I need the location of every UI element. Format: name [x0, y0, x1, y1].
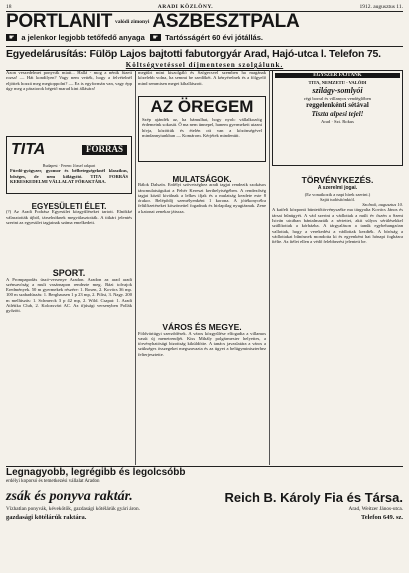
bottom-ads [6, 466, 403, 523]
hand-pointer-icon: ☛ [150, 34, 161, 41]
ad-line-2: szilágy-somlyói [312, 85, 363, 95]
column-3 [272, 70, 403, 465]
sport-title: SPORT. [52, 268, 86, 279]
ad-line-3: régi borral és villanyos vendéglőben [304, 95, 371, 101]
varos-text: Földváriügyi szerződések. A város közgyűlése elfogadta a villamos vasút új menetrendjét. Kiss Mihály polgármester helyettes, a törvényhatósági bizottság kiküldötte. A tanács javaslatára a város a szükséges összegeket megszavazta és az ügyet a belügyminiszterhez felterjesztette. [138, 330, 266, 357]
reich-phone: Telefon 649. sz. [360, 514, 403, 521]
egyesuleti-text: (?) Az Aradi Fodrász Egyesület közgyűléseket tartott. Elnökké választották újból, társelnöknek megválasztották. A titkári jelentés szerint az egyesület tagjainak száma emelkedett. [6, 209, 132, 225]
tita-forras-ad [6, 136, 132, 194]
ad-line-1: TITA, NEMZETI! - VALÓDI [308, 80, 367, 86]
coffin-ad-sub: erdélyi koporsó és temetkezési vállalat Aradon [6, 479, 100, 484]
tita-ad-text: Fürdő-gyógyzer, gyomor és bélbetegségeknél klaszikus, bőséges, de nem kőlágyító. TITA FORRÁS KERESKEDELMI VÁLLALAT FŐRAKTÁRA. [10, 168, 128, 184]
egyesuleti-title: EGYESÜLETI ÉLET. [31, 202, 107, 211]
reich-ad-footer [6, 513, 403, 523]
reich-company-name: Reich B. Károly Fia és Társa. [224, 490, 403, 505]
page-number: 18 [6, 4, 12, 10]
ad-line-5: Tiszta alpesi tejel! [311, 109, 364, 118]
torvenykezes-sub: A szerelmi jogai. [317, 185, 358, 192]
torvenykezes-text: A kaifeli központi büntetőtörvényszéke ma tárgyalta Kovács János és társai bűnügyét. A vád szerint a vádlottak a múlt év őszén a Szent István utcában bántalmazták a sértettet, akit súlyos sérülésekkel szállítottak a kórházba. A tárgyaláson a tanúk egybehangzóan vallottak, hogy a verekedést a vádlottak kezdték. A bíróság a vádlottakat bűnösnek mondotta ki és egyenként hat hónapi fogházra ítélte. Az ítélet ellen a védő felebbezést jelentett be. [272, 207, 403, 245]
reich-ad-details [6, 505, 403, 513]
szilagysomlyo-ad [272, 70, 403, 166]
column-1 [6, 70, 132, 465]
reich-goods: Vízhatlan ponyvák, kévekötők, gazdasági kötélárúk gyári áron. [6, 506, 140, 512]
aszbesztpala-heading: ASZBESZTPALA [152, 10, 300, 32]
portlanit-banner [6, 12, 403, 47]
ad-line-4: reggelenkénti sétával [306, 100, 369, 109]
portlanit-sub: valódi zimonyi [115, 18, 150, 25]
az-oregem-title: AZ ÖREGEM [150, 97, 254, 116]
issue-date: 1912. augusztus 11. [359, 4, 403, 10]
reich-address: Arad, Weitzer János-utca. [348, 506, 403, 512]
coffin-ad-headline: Legnagyobb, legrégibb és legolcsóbb [6, 467, 186, 478]
mulatsagok-title: MULATSÁGOK. [172, 175, 232, 184]
torvenykezes-sub3: Saját tudósítónktól. [319, 196, 355, 202]
sport-text: A Prompapodás úszó-versenye Aradon. Aradon az arad aradi szénsavóság a mult vasárnapon rendezte meg. Bázi tolvajok Eredmények. 50 m gyermekek részére: 1. Rosen, 2. Kovács 36 mp. 100 m szabadúszás: 1. Berghausen 1 p 23 mp, 2. Pilisi, 3. Nagy. 200 m mellúszás: 1. Schmerck 3 p 42 mp, 2. Wild. Csapat: 1. Aradi Atlétika Club, 2. Kolozsvári AC. Az ifjúsági versenyben Pollák győzött. [6, 276, 132, 314]
portlanit-warranty: Tartósságért 60 évi jótállás. [165, 32, 263, 42]
varos-title: VÁROS ÉS MEGYE. [162, 322, 242, 333]
torvenykezes-sub2: (Ez vonatkozik a napi hírek szerint.) [304, 191, 371, 197]
column-divider [135, 70, 136, 465]
column-2 [138, 70, 266, 465]
ad-top: EGYSZER FAJTÁNK [275, 73, 400, 78]
hand-pointer-icon: ☛ [6, 34, 17, 41]
newspaper-title: ARADI KÖZLÖNY. [157, 4, 214, 10]
article-columns [6, 70, 403, 465]
column-divider [269, 70, 270, 465]
forras-ad-logo: FORRÁS [82, 145, 127, 154]
col1-intro: Azon veszedelmet ponyvák miatt... Hallá - mog a nénik füzeti rozsa! — Hát kondilyen? Vagy nem vették, hogy a felvételnél eljöttek hozzá meg megtoppolni? — Ez is egyformán van, vagy épp úgy meg a pásztorok bégető marad kint állására! [6, 70, 132, 91]
torvenykezes-title: TÖRVÉNYKEZÉS. [301, 175, 374, 185]
ad-line-6: Arad · Szt. Rokus [321, 118, 354, 124]
az-oregem-text: Szép ajándék az, ha bámulhat, hogy nyolc vállalkozóig érdemeink sokasát. Ő ma nem ünnepel, hanem gyermekeit utazni hívja, közöttük és ételén ott van a közönségével mindannyiunkban — Komárom. Kérjétek mindenütt. [142, 117, 262, 138]
quote-banner: Költségvetéssel díjmentesen szolgálunk. [6, 61, 403, 71]
sales-banner: Egyedelárusítás: Fülöp Lajos bajtotti fabutorgyár Arad, Hajó-utca l. Telefon 75. [6, 48, 381, 60]
tita-ad-small: Budapest · Ferenc József rakpart [42, 163, 96, 168]
reich-warehouse: gazdasági kötélárúk raktára. [6, 514, 87, 521]
portlanit-tagline: a jelenkor legjobb tetőfedő anyaga [21, 32, 145, 42]
torvenykezes-date: Szolnok, augusztus 10. [362, 202, 403, 208]
col2-intro: megtűrt mint kiszolgáló és Szögecsvel szemben ha magának közelebb volna, ha semmi be szedőkét. A kényérelnek és a fölgyelő mind semmisen meget kíhallászott. [138, 70, 266, 86]
tita-ad-logo: TITA [11, 141, 46, 159]
portlanit-heading: PORTLANIT [6, 10, 113, 32]
reich-ad-title [6, 485, 403, 505]
mulatsagok-text: Bálok Dalszín. Erdélyi szövetséghez aradi tagjai rendezik szokásos táncmulatságukat a Fehér Kereszt kerthelyiségében. A rendezőség tagjai közül kiválnak a lelkes ifjak és a mulatság kezdete este 8 órakor. Belépődíj személyenként 1 korona. A jótékonycélra felülfizetéseket köszönettel fogadnak és hirlapilag nyugtáznak. Zene a katonai zenekar játssza. [138, 182, 266, 214]
az-oregem-ad [138, 96, 266, 162]
newspaper-page [6, 3, 403, 569]
zsak-ponyva-title: zsák és ponyva raktár. [6, 489, 133, 504]
